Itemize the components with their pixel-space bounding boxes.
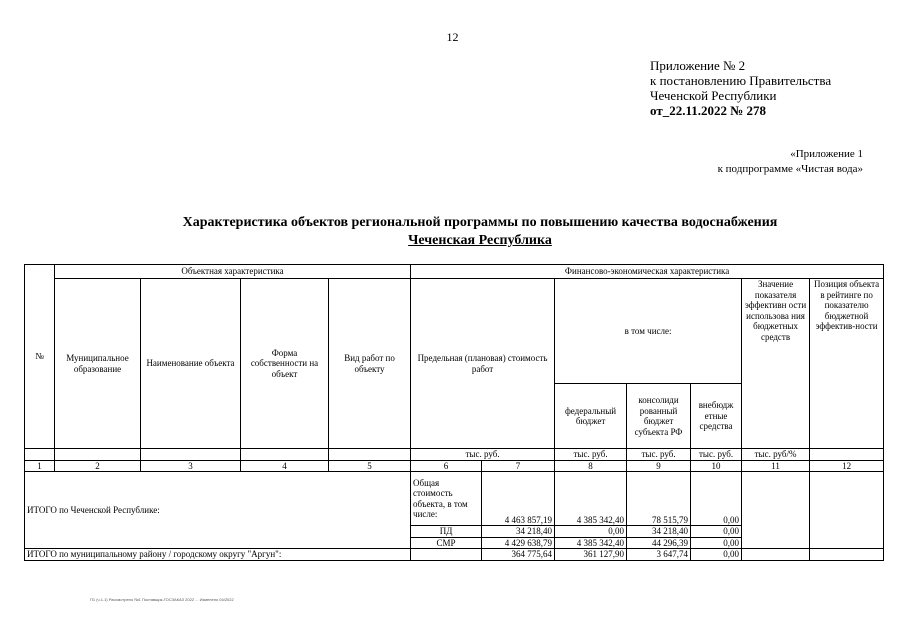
col-number: 8 <box>555 460 627 472</box>
unit-extra: тыс. руб. <box>691 449 742 461</box>
total-row-consolidated: 78 515,79 <box>627 472 691 526</box>
col-number: 5 <box>329 460 411 472</box>
header-work-type: Вид работ по объекту <box>329 279 411 449</box>
total-row-type: Общая стоимость объекта, в том числе: <box>411 472 482 526</box>
total-row-federal: 4 385 342,40 <box>555 537 627 549</box>
appendix-sub-ref: к подпрограмме «Чистая вода» <box>717 163 863 175</box>
total-row-extra: 0,00 <box>691 537 742 549</box>
header-object-group: Объектная характеристика <box>55 265 411 279</box>
unit-cost: тыс. руб. <box>411 449 555 461</box>
col-number: 7 <box>482 460 555 472</box>
unit-consolidated: тыс. руб. <box>627 449 691 461</box>
appendix-ref-line: Чеченской Республики <box>650 88 777 103</box>
header-num: № <box>25 265 55 449</box>
col-number: 2 <box>55 460 141 472</box>
col-number: 12 <box>810 460 884 472</box>
header-object-name: Наименование объекта <box>141 279 241 449</box>
total-argun-consolidated: 3 647,74 <box>627 549 691 561</box>
appendix-date: от_22.11.2022 № 278 <box>650 103 767 118</box>
document-title <box>0 214 905 250</box>
unit-efficiency: тыс. руб/% <box>742 449 810 461</box>
col-number: 10 <box>691 460 742 472</box>
total-argun-cost: 364 775,64 <box>482 549 555 561</box>
header-ownership: Форма собственности на объект <box>241 279 329 449</box>
header-limit-cost: Предельная (плановая) стоимость работ <box>411 279 555 449</box>
total-row-extra: 0,00 <box>691 472 742 526</box>
title-region: Чеченская Республика <box>408 233 552 248</box>
appendix-title: Приложение № 2 <box>650 58 746 73</box>
appendix-subheader <box>718 147 863 177</box>
appendix-ref-line: к постановлению Правительства <box>650 73 832 88</box>
header-including: в том числе: <box>555 279 742 384</box>
col-number: 6 <box>411 460 482 472</box>
total-argun-federal: 361 127,90 <box>555 549 627 561</box>
col-number: 9 <box>627 460 691 472</box>
header-extrabudget: внебюдж етные средства <box>691 384 742 449</box>
appendix-header <box>650 58 831 118</box>
total-row-federal: 0,00 <box>555 526 627 538</box>
total-row-consolidated: 44 296,39 <box>627 537 691 549</box>
total-row-federal: 4 385 342,40 <box>555 472 627 526</box>
header-financial-group: Финансово-экономическая характеристика <box>411 265 884 279</box>
header-federal: федеральный бюджет <box>555 384 627 449</box>
total-row-consolidated: 34 218,40 <box>627 526 691 538</box>
total-argun-label: ИТОГО по муниципальному району / городскому округу "Аргун": <box>25 549 411 561</box>
total-row-extra: 0,00 <box>691 526 742 538</box>
total-republic-label: ИТОГО по Чеченской Республике: <box>25 472 411 549</box>
total-row-type: ПД <box>411 526 482 538</box>
page-number: 12 <box>446 30 459 44</box>
unit-federal: тыс. руб. <box>555 449 627 461</box>
header-municipality: Муниципальное образование <box>55 279 141 449</box>
title-line: Характеристика объектов региональной программы по повышению качества водоснабжения <box>182 215 778 230</box>
col-number: 4 <box>241 460 329 472</box>
header-consolidated: консолиди рованный бюджет субъекта РФ <box>627 384 691 449</box>
total-argun-extra: 0,00 <box>691 549 742 561</box>
total-row-cost: 4 463 857,19 <box>482 472 555 526</box>
appendix-sub-title: «Приложение 1 <box>790 148 863 160</box>
header-position: Позиция объекта в рейтинге по показателю бюджетной эффектив-ности <box>810 279 884 449</box>
total-row-cost: 34 218,40 <box>482 526 555 538</box>
col-number: 3 <box>141 460 241 472</box>
total-row-cost: 4 429 638,79 <box>482 537 555 549</box>
header-efficiency: Значение показателя эффективн ости использова ния бюджетных средств <box>742 279 810 449</box>
col-number: 1 <box>25 460 55 472</box>
total-row-type: СМР <box>411 537 482 549</box>
col-number: 11 <box>742 460 810 472</box>
objects-table <box>24 264 884 561</box>
document-footer: П1 (ч.1.1) Рассмотрено №1 Поставщик-ГОСЗАКАЗ 2022 ... Изменено 04/2022 <box>90 597 234 602</box>
